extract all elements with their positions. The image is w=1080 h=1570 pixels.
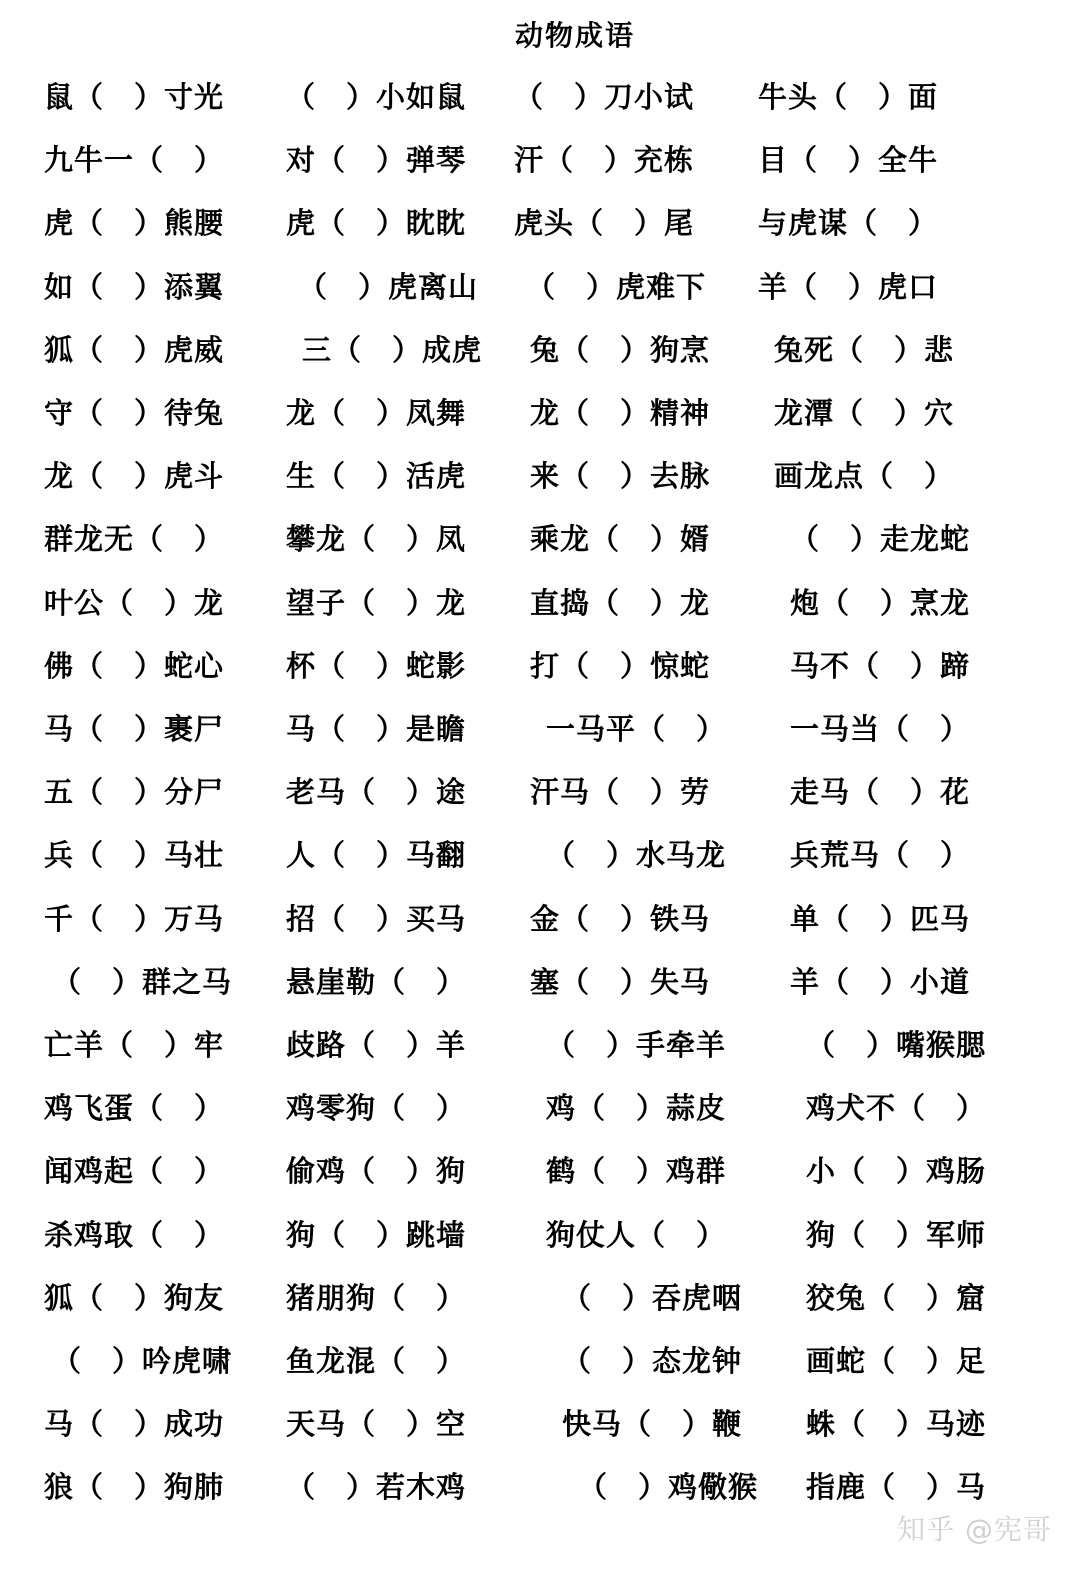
idiom-row (0, 646, 1080, 686)
idiom-row (0, 1151, 1080, 1191)
idiom-item: 悬崖勒（ ） (286, 964, 467, 999)
idiom-row (0, 709, 1080, 749)
idiom-item: 打（ ）惊蛇 (530, 648, 711, 683)
idiom-item: 对（ ）弹琴 (286, 143, 467, 178)
idiom-item: 龙（ ）精神 (530, 396, 711, 430)
idiom-row (0, 583, 1080, 623)
idiom-item: 望子（ ）龙 (286, 585, 467, 620)
idiom-item: 画龙点（ ） (774, 459, 955, 494)
idiom-item: 攀龙（ ）凤 (286, 522, 467, 557)
idiom-item: 狼（ ）狗肺 (44, 1470, 225, 1505)
idiom-item: 鸡飞蛋（ ） (44, 1091, 225, 1126)
idiom-item: 龙（ ）虎斗 (44, 459, 225, 494)
idiom-item: 群龙无（ ） (44, 522, 225, 557)
idiom-item: 鱼龙混（ ） (286, 1344, 467, 1378)
idiom-row (0, 393, 1080, 433)
idiom-item: 生（ ）活虎 (286, 459, 467, 494)
idiom-item: 兵荒马（ ） (790, 838, 971, 873)
idiom-row (0, 899, 1080, 939)
idiom-row (0, 330, 1080, 370)
idiom-item: 快马（ ）鞭 (562, 1407, 743, 1442)
idiom-item: 兔（ ）狗烹 (530, 332, 711, 367)
idiom-item: 马（ ）是瞻 (286, 712, 467, 746)
idiom-item: （ ）小如鼠 (286, 80, 467, 114)
idiom-item: （ ）群之马 (52, 964, 233, 999)
idiom-item: （ ）若木鸡 (286, 1470, 467, 1505)
idiom-row (0, 267, 1080, 307)
idiom-item: 天马（ ）空 (286, 1407, 467, 1442)
idiom-item: 鸡犬不（ ） (806, 1091, 987, 1126)
idiom-item: 画蛇（ ）足 (806, 1344, 987, 1378)
idiom-item: （ ）虎难下 (526, 269, 707, 304)
idiom-row (0, 140, 1080, 180)
idiom-row (0, 456, 1080, 496)
idiom-item: 鼠（ ）寸光 (44, 80, 225, 114)
idiom-item: 老马（ ）途 (286, 775, 467, 810)
idiom-item: 虎（ ）眈眈 (286, 206, 467, 241)
idiom-item: 直捣（ ）龙 (530, 585, 711, 620)
idiom-row (0, 835, 1080, 875)
idiom-item: 如（ ）添翼 (44, 269, 225, 304)
idiom-row (0, 1088, 1080, 1128)
idiom-item: 来（ ）去脉 (530, 459, 711, 494)
idiom-item: 汗马（ ）劳 (530, 775, 711, 810)
idiom-item: （ ）鸡儆猴 (578, 1470, 759, 1505)
idiom-item: 一马平（ ） (546, 712, 727, 746)
idiom-item: 羊（ ）虎口 (758, 269, 939, 304)
idiom-item: 九牛一（ ） (44, 143, 225, 178)
idiom-item: （ ）刀小试 (514, 80, 695, 114)
idiom-item: 蛛（ ）马迹 (806, 1407, 987, 1442)
idiom-item: 叶公（ ）龙 (44, 585, 225, 620)
idiom-item: 狐（ ）虎威 (44, 332, 225, 367)
idiom-item: 龙潭（ ）穴 (774, 396, 955, 430)
idiom-item: （ ）手牵羊 (546, 1028, 727, 1062)
idiom-item: 人（ ）马翻 (286, 838, 467, 873)
idiom-item: 狡兔（ ）窟 (806, 1280, 987, 1315)
idiom-row (0, 1278, 1080, 1318)
idiom-item: 鸡零狗（ ） (286, 1091, 467, 1126)
idiom-item: （ ）嘴猴腮 (806, 1028, 987, 1062)
idiom-row (0, 772, 1080, 812)
idiom-item: 炮（ ）烹龙 (790, 585, 971, 620)
idiom-item: 招（ ）买马 (286, 901, 467, 936)
idiom-row (0, 203, 1080, 243)
idiom-item: 马（ ）成功 (44, 1407, 225, 1442)
idiom-item: 虎头（ ）尾 (514, 206, 695, 241)
idiom-item: 佛（ ）蛇心 (44, 648, 225, 683)
idiom-item: 龙（ ）凤舞 (286, 396, 467, 430)
idiom-item: （ ）水马龙 (546, 838, 727, 873)
idiom-item: 走马（ ）花 (790, 775, 971, 810)
idiom-item: 与虎谋（ ） (758, 206, 939, 241)
idiom-item: 汗（ ）充栋 (514, 143, 695, 178)
idiom-item: 单（ ）匹马 (790, 901, 971, 936)
idiom-item: 虎（ ）熊腰 (44, 206, 225, 241)
idiom-item: 狐（ ）狗友 (44, 1280, 225, 1315)
idiom-item: （ ）态龙钟 (562, 1344, 743, 1378)
idiom-item: 狗（ ）军师 (806, 1217, 987, 1252)
idiom-row (0, 1341, 1080, 1381)
idiom-item: 牛头（ ）面 (758, 80, 939, 114)
idiom-row (0, 962, 1080, 1002)
idiom-item: 偷鸡（ ）狗 (286, 1154, 467, 1189)
idiom-item: 千（ ）万马 (44, 901, 225, 936)
page-title: 动物成语 (514, 19, 635, 52)
idiom-item: 马不（ ）蹄 (790, 648, 971, 683)
idiom-item: 鹤（ ）鸡群 (546, 1154, 727, 1189)
idiom-item: 杀鸡取（ ） (44, 1217, 225, 1252)
idiom-item: 目（ ）全牛 (758, 143, 939, 178)
idiom-item: 一马当（ ） (790, 712, 971, 746)
idiom-item: 亡羊（ ）牢 (44, 1028, 225, 1062)
idiom-item: 金（ ）铁马 (530, 901, 711, 936)
idiom-item: 杯（ ）蛇影 (286, 648, 467, 683)
idiom-item: 羊（ ）小道 (790, 964, 971, 999)
idiom-item: 猪朋狗（ ） (286, 1280, 467, 1315)
idiom-row (0, 519, 1080, 559)
idiom-item: （ ）吞虎咽 (562, 1280, 743, 1315)
idiom-item: 狗（ ）跳墙 (286, 1217, 467, 1252)
idiom-item: 塞（ ）失马 (530, 964, 711, 999)
idiom-item: 闻鸡起（ ） (44, 1154, 225, 1189)
idiom-item: 歧路（ ）羊 (286, 1028, 467, 1062)
idiom-item: 兔死（ ）悲 (774, 332, 955, 367)
idiom-item: 五（ ）分尸 (44, 775, 225, 810)
idiom-item: （ ）走龙蛇 (790, 522, 971, 557)
idiom-item: （ ）虎离山 (298, 269, 479, 304)
idiom-item: 三（ ）成虎 (302, 332, 483, 367)
idiom-item: 马（ ）裹尸 (44, 712, 225, 746)
idiom-row (0, 1025, 1080, 1065)
idiom-item: 指鹿（ ）马 (806, 1470, 987, 1505)
idiom-row (0, 1467, 1080, 1507)
idiom-item: 小（ ）鸡肠 (806, 1154, 987, 1189)
idiom-row (0, 1215, 1080, 1255)
idiom-item: 守（ ）待兔 (44, 396, 225, 430)
idiom-item: （ ）吟虎啸 (52, 1344, 233, 1378)
idiom-item: 鸡（ ）蒜皮 (546, 1091, 727, 1126)
idiom-item: 狗仗人（ ） (546, 1217, 727, 1252)
idiom-item: 兵（ ）马壮 (44, 838, 225, 873)
idiom-item: 乘龙（ ）婿 (530, 522, 711, 557)
idiom-row (0, 77, 1080, 117)
idiom-row (0, 1404, 1080, 1444)
watermark: 知乎 @宪哥 (897, 1513, 1052, 1546)
